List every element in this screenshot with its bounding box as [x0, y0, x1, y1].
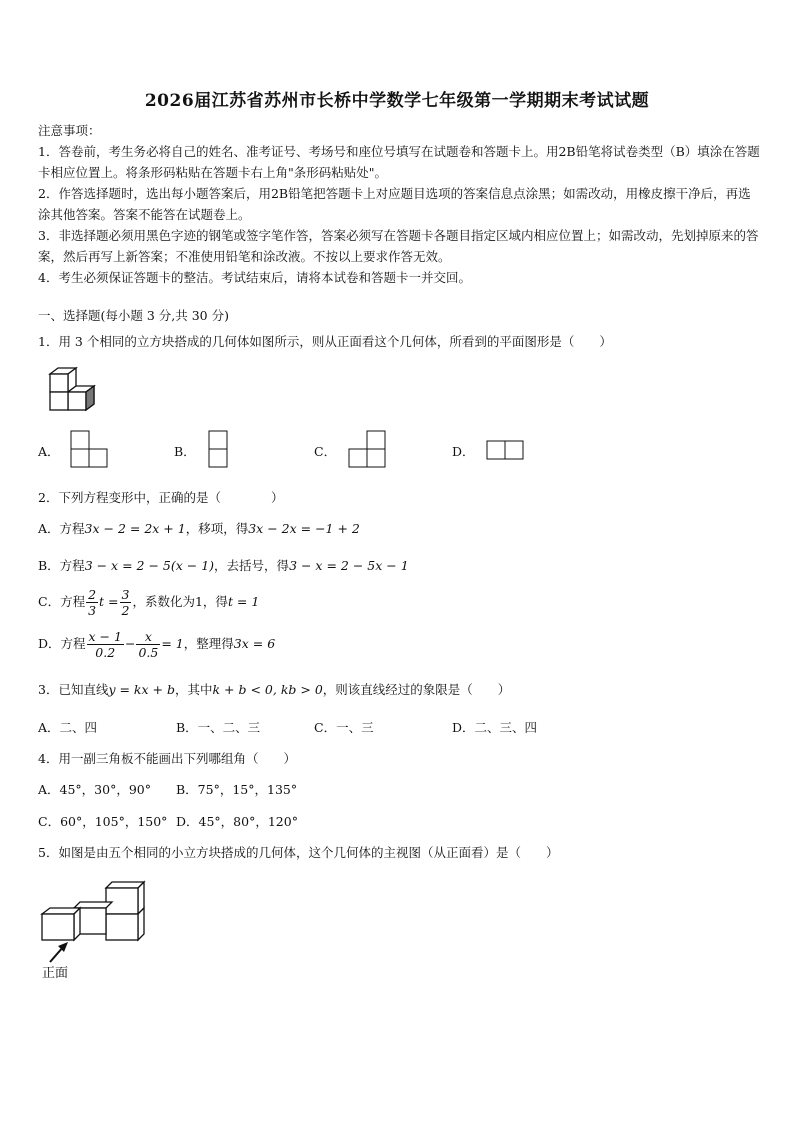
q2-d-minus: − [124, 636, 136, 651]
q3-line-equation: y = kx + b [108, 682, 175, 697]
q2-d-fraction-2 [136, 629, 160, 660]
q2-d-fraction-1 [87, 629, 124, 660]
notes-heading: 注意事项： [38, 123, 101, 138]
q2-d-f1-num: x − 1 [88, 629, 122, 644]
q3-suffix: ，则该直线经过的象限是（ ） [322, 682, 511, 697]
q2-c-prefix: C．方程 [38, 594, 86, 609]
note-item-3: 3．非选择题必须用黑色字迹的钢笔或签字笔作答，答案必须写在答题卡各题目指定区域内相应位置上；如需改动，先划掉原来的答案，然后再写上新答案；不准使用铅笔和涂改液。不按以上要求作答无效。 [38, 228, 759, 264]
q2-a-mid: ，移项，得 [185, 521, 249, 536]
q2-option-b [38, 556, 409, 574]
q2-c-f1-num: 2 [88, 587, 97, 602]
q1-solid-figure [46, 364, 102, 414]
q2-b-mid: ，去括号，得 [214, 558, 290, 573]
q2-option-c [38, 587, 259, 618]
q2-c-f2-den: 2 [121, 603, 130, 618]
q3-condition: k + b < 0, kb > 0 [212, 682, 323, 697]
q3-mid: ，其中 [174, 682, 213, 697]
q1-option-a-label: A． [38, 444, 60, 459]
q2-a-result: 3x − 2x = −1 + 2 [248, 521, 360, 536]
q2-a-equation: 3x − 2 = 2x + 1 [84, 521, 186, 536]
q2-d-mid: ，整理得 [183, 636, 234, 651]
q3-option-d: D．二、三、四 [452, 720, 538, 735]
q5-solid-figure [36, 878, 152, 948]
q2-c-fraction-1 [86, 587, 98, 618]
note-item-2: 2．作答选择题时，选出每小题答案后，用2B铅笔把答题卡上对应题目选项的答案信息点涂黑；如需改动，用橡皮擦干净后，再选涂其他答案。答案不能答在试题卷上。 [38, 186, 751, 222]
q5-front-label: 正面 [42, 966, 69, 981]
q4-option-c: C．60°，105°，150° [38, 814, 168, 829]
note-item-4: 4．考生必须保证答题卡的整洁。考试结束后，请将本试卷和答题卡一并交回。 [38, 270, 471, 285]
q1-option-c-figure [348, 430, 388, 470]
q2-a-prefix: A．方程 [38, 521, 85, 536]
notes-block [38, 120, 760, 288]
question-2-stem: 2．下列方程变形中，正确的是（ ） [38, 490, 284, 505]
q4-option-a: A．45°，30°，90° [38, 782, 151, 797]
q1-option-a-figure [70, 430, 110, 470]
q1-option-d-figure [486, 440, 526, 462]
q2-c-fraction-2 [120, 587, 132, 618]
q2-c-result: t = 1 [227, 594, 260, 609]
q2-b-equation: 3 − x = 2 − 5(x − 1) [84, 558, 215, 573]
q2-d-eq: = 1 [161, 636, 184, 651]
q2-c-mid: ，系数化为1，得 [132, 594, 228, 609]
q1-option-d-label: D． [452, 444, 475, 459]
q1-option-c-label: C． [314, 444, 337, 459]
question-3-stem [38, 680, 510, 698]
q3-prefix: 3．已知直线 [38, 682, 109, 697]
q3-option-b: B．一、二、三 [176, 720, 261, 735]
q1-option-b-label: B． [174, 444, 196, 459]
page-title: 2026届江苏省苏州市长桥中学数学七年级第一学期期末考试试题 [144, 91, 650, 111]
q2-d-prefix: D．方程 [38, 636, 86, 651]
q2-b-result: 3 − x = 2 − 5x − 1 [289, 558, 409, 573]
section-title: 一、选择题(每小题 3 分,共 30 分) [38, 308, 229, 323]
q2-option-a [38, 519, 360, 537]
note-item-1: 1．答卷前，考生务必将自己的姓名、准考证号、考场号和座位号填写在试题卷和答题卡上。用2B铅笔将试卷类型（B）填涂在答题卡相应位置上。将条形码粘贴在答题卡右上角"条形码粘贴处"。 [38, 144, 760, 180]
q2-d-f2-den: 0.5 [138, 645, 159, 660]
q2-c-f1-den: 3 [88, 603, 97, 618]
q2-d-f1-den: 0.2 [95, 645, 116, 660]
q2-c-f2-num: 3 [121, 587, 130, 602]
q2-c-t: t = [99, 594, 119, 609]
q2-option-d [38, 629, 275, 660]
q2-d-result: 3x = 6 [233, 636, 276, 651]
q3-option-a: A．二、四 [38, 720, 98, 735]
q2-b-prefix: B．方程 [38, 558, 85, 573]
q4-option-d: D．45°，80°，120° [176, 814, 298, 829]
q1-option-b-figure [208, 430, 230, 470]
question-4-stem: 4．用一副三角板不能画出下列哪组角（ ） [38, 751, 296, 766]
q5-front-arrow-icon [44, 940, 74, 964]
q2-d-f2-num: x [136, 629, 160, 645]
question-5-stem: 5．如图是由五个相同的小立方块搭成的几何体，这个几何体的主视图（从正面看）是（ ） [38, 845, 559, 860]
question-1-stem: 1．用 3 个相同的立方块搭成的几何体如图所示，则从正面看这个几何体，所看到的平面图形是（ ） [38, 334, 612, 349]
q4-option-b: B．75°，15°，135° [176, 782, 298, 797]
q3-option-c: C．一、三 [314, 720, 374, 735]
